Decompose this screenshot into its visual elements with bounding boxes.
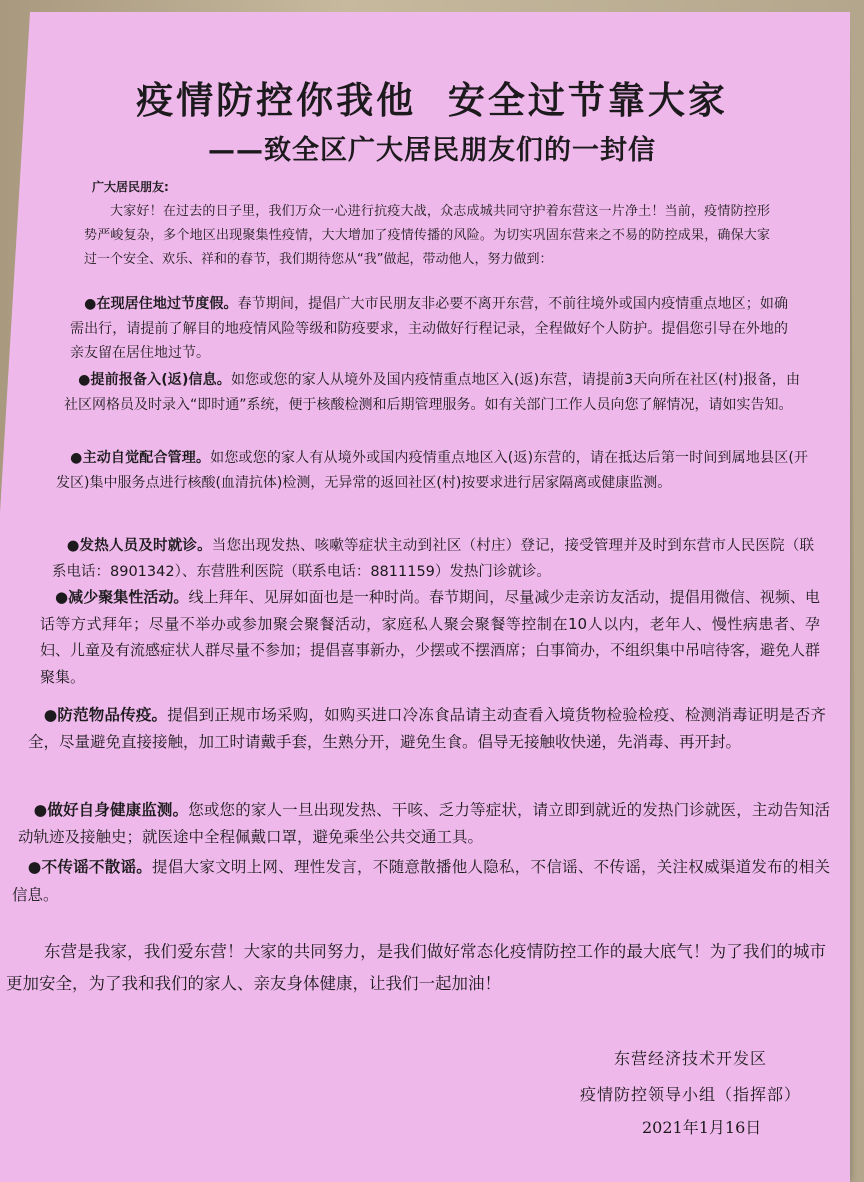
item-text: 您或您的家人一旦出现发热、干咳、乏力等症状，请立即到就近的发热门诊就医，主动告知活动轨迹及接触史；就医途中全程佩戴口罩，避免乘坐公共交通工具。 bbox=[18, 801, 830, 846]
item-paragraph bbox=[52, 533, 814, 585]
salutation: 广大居民朋友: bbox=[92, 180, 169, 194]
item-text: 当您出现发热、咳嗽等症状主动到社区（村庄）登记，接受管理并及时到东营市人民医院（联系电话：8901342）、东营胜利医院（联系电话：8811159）发热门诊就诊。 bbox=[52, 538, 815, 580]
bullet-icon: ● bbox=[70, 450, 83, 466]
item-paragraph bbox=[70, 292, 788, 366]
item-heading: 不传谣不散谣。 bbox=[41, 858, 152, 876]
item-text: 提倡大家文明上网、理性发言，不随意散播他人隐私，不信谣、不传谣，关注权威渠道发布的相关信息。 bbox=[12, 858, 830, 904]
item-paragraph bbox=[64, 368, 800, 417]
item-paragraph bbox=[56, 446, 808, 495]
item-heading: 防范物品传疫。 bbox=[57, 706, 168, 724]
letter-subtitle: ——致全区广大居民朋友们的一封信 bbox=[208, 135, 656, 166]
item-heading: 在现居住地过节度假。 bbox=[96, 296, 238, 312]
bullet-icon: ● bbox=[78, 372, 91, 388]
item-text: 如您或您的家人从境外及国内疫情重点地区入(返)东营，请提前3天向所在社区(村)报备，由社区网格员及时录入“即时通”系统，便于核酸检测和后期管理服务。如有关部门工作人员向您了解情况，请如实告知。 bbox=[64, 372, 800, 413]
item-heading: 做好自身健康监测。 bbox=[47, 801, 189, 819]
item-text: 提倡到正规市场采购，如购买进口冷冻食品请主动查看入境货物检验检疫、检测消毒证明是否齐全，尽量避免直接接触，加工时请戴手套，生熟分开，避免生食。倡导无接触收快递，先消毒、再开封。 bbox=[28, 706, 826, 751]
bullet-icon: ● bbox=[43, 706, 58, 724]
item-heading: 提前报备入(返)信息。 bbox=[90, 372, 231, 388]
item-text: 如您或您的家人有从境外或国内疫情重点地区入(返)东营的，请在抵达后第一时间到属地县区(开发区)集中服务点进行核酸(血清抗体)检测，无异常的返回社区(村)按要求进行居家隔离或健康监测。 bbox=[56, 450, 809, 491]
item-heading: 主动自觉配合管理。 bbox=[82, 450, 211, 466]
signature-group: 疫情防控领导小组（指挥部） bbox=[580, 1085, 802, 1104]
item-paragraph bbox=[40, 584, 820, 690]
item-heading: 发热人员及时就诊。 bbox=[79, 538, 212, 554]
signature-date: 2021年1月16日 bbox=[642, 1118, 762, 1137]
item-text: 春节期间，提倡广大市民朋友非必要不离开东营，不前往境外或国内疫情重点地区；如确需出行，请提前了解目的地疫情风险等级和防疫要求，主动做好行程记录，全程做好个人防护。提倡您引导在外地的亲友留在居住地过节。 bbox=[70, 296, 789, 361]
closing-paragraph: 东营是我家，我们爱东营！大家的共同努力，是我们做好常态化疫情防控工作的最大底气！为了我们的城市更加安全，为了我和我们的家人、亲友身体健康，让我们一起加油！ bbox=[6, 942, 826, 993]
item-paragraph bbox=[28, 702, 826, 755]
signature-organization: 东营经济技术开发区 bbox=[614, 1049, 768, 1068]
item-paragraph bbox=[12, 853, 830, 909]
item-paragraph bbox=[18, 797, 830, 851]
item-heading: 减少聚集性活动。 bbox=[68, 588, 189, 606]
bullet-icon: ● bbox=[55, 588, 69, 606]
bullet-icon: ● bbox=[66, 538, 80, 554]
bullet-icon: ● bbox=[33, 801, 48, 819]
intro-paragraph: 大家好！在过去的日子里，我们万众一心进行抗疫大战，众志成城共同守护着东营这一片净土！当前，疫情防控形势严峻复杂，多个地区出现聚集性疫情，大大增加了疫情传播的风险。为切实巩固东营来之不易的防控成果，确保大家过一个安全、欢乐、祥和的春节，我们期待您从“我”做起，带动他人，努力做到： bbox=[84, 204, 770, 267]
item-text: 线上拜年、见屏如面也是一种时尚。春节期间，尽量减少走亲访友活动，提倡用微信、视频、电话等方式拜年；尽量不举办或参加聚会聚餐活动，家庭私人聚会聚餐等控制在10人以内，老年人、慢性病患者、孕妇、儿童及有流感症状人群尽量不参加；提倡喜事新办，少摆或不摆酒席；白事简办，不组织集中吊唁待客，避免人群聚集。 bbox=[40, 588, 821, 686]
bullet-icon: ● bbox=[27, 858, 42, 876]
letter-title: 疫情防控你我他 安全过节靠大家 bbox=[136, 78, 728, 122]
bullet-icon: ● bbox=[84, 296, 97, 312]
